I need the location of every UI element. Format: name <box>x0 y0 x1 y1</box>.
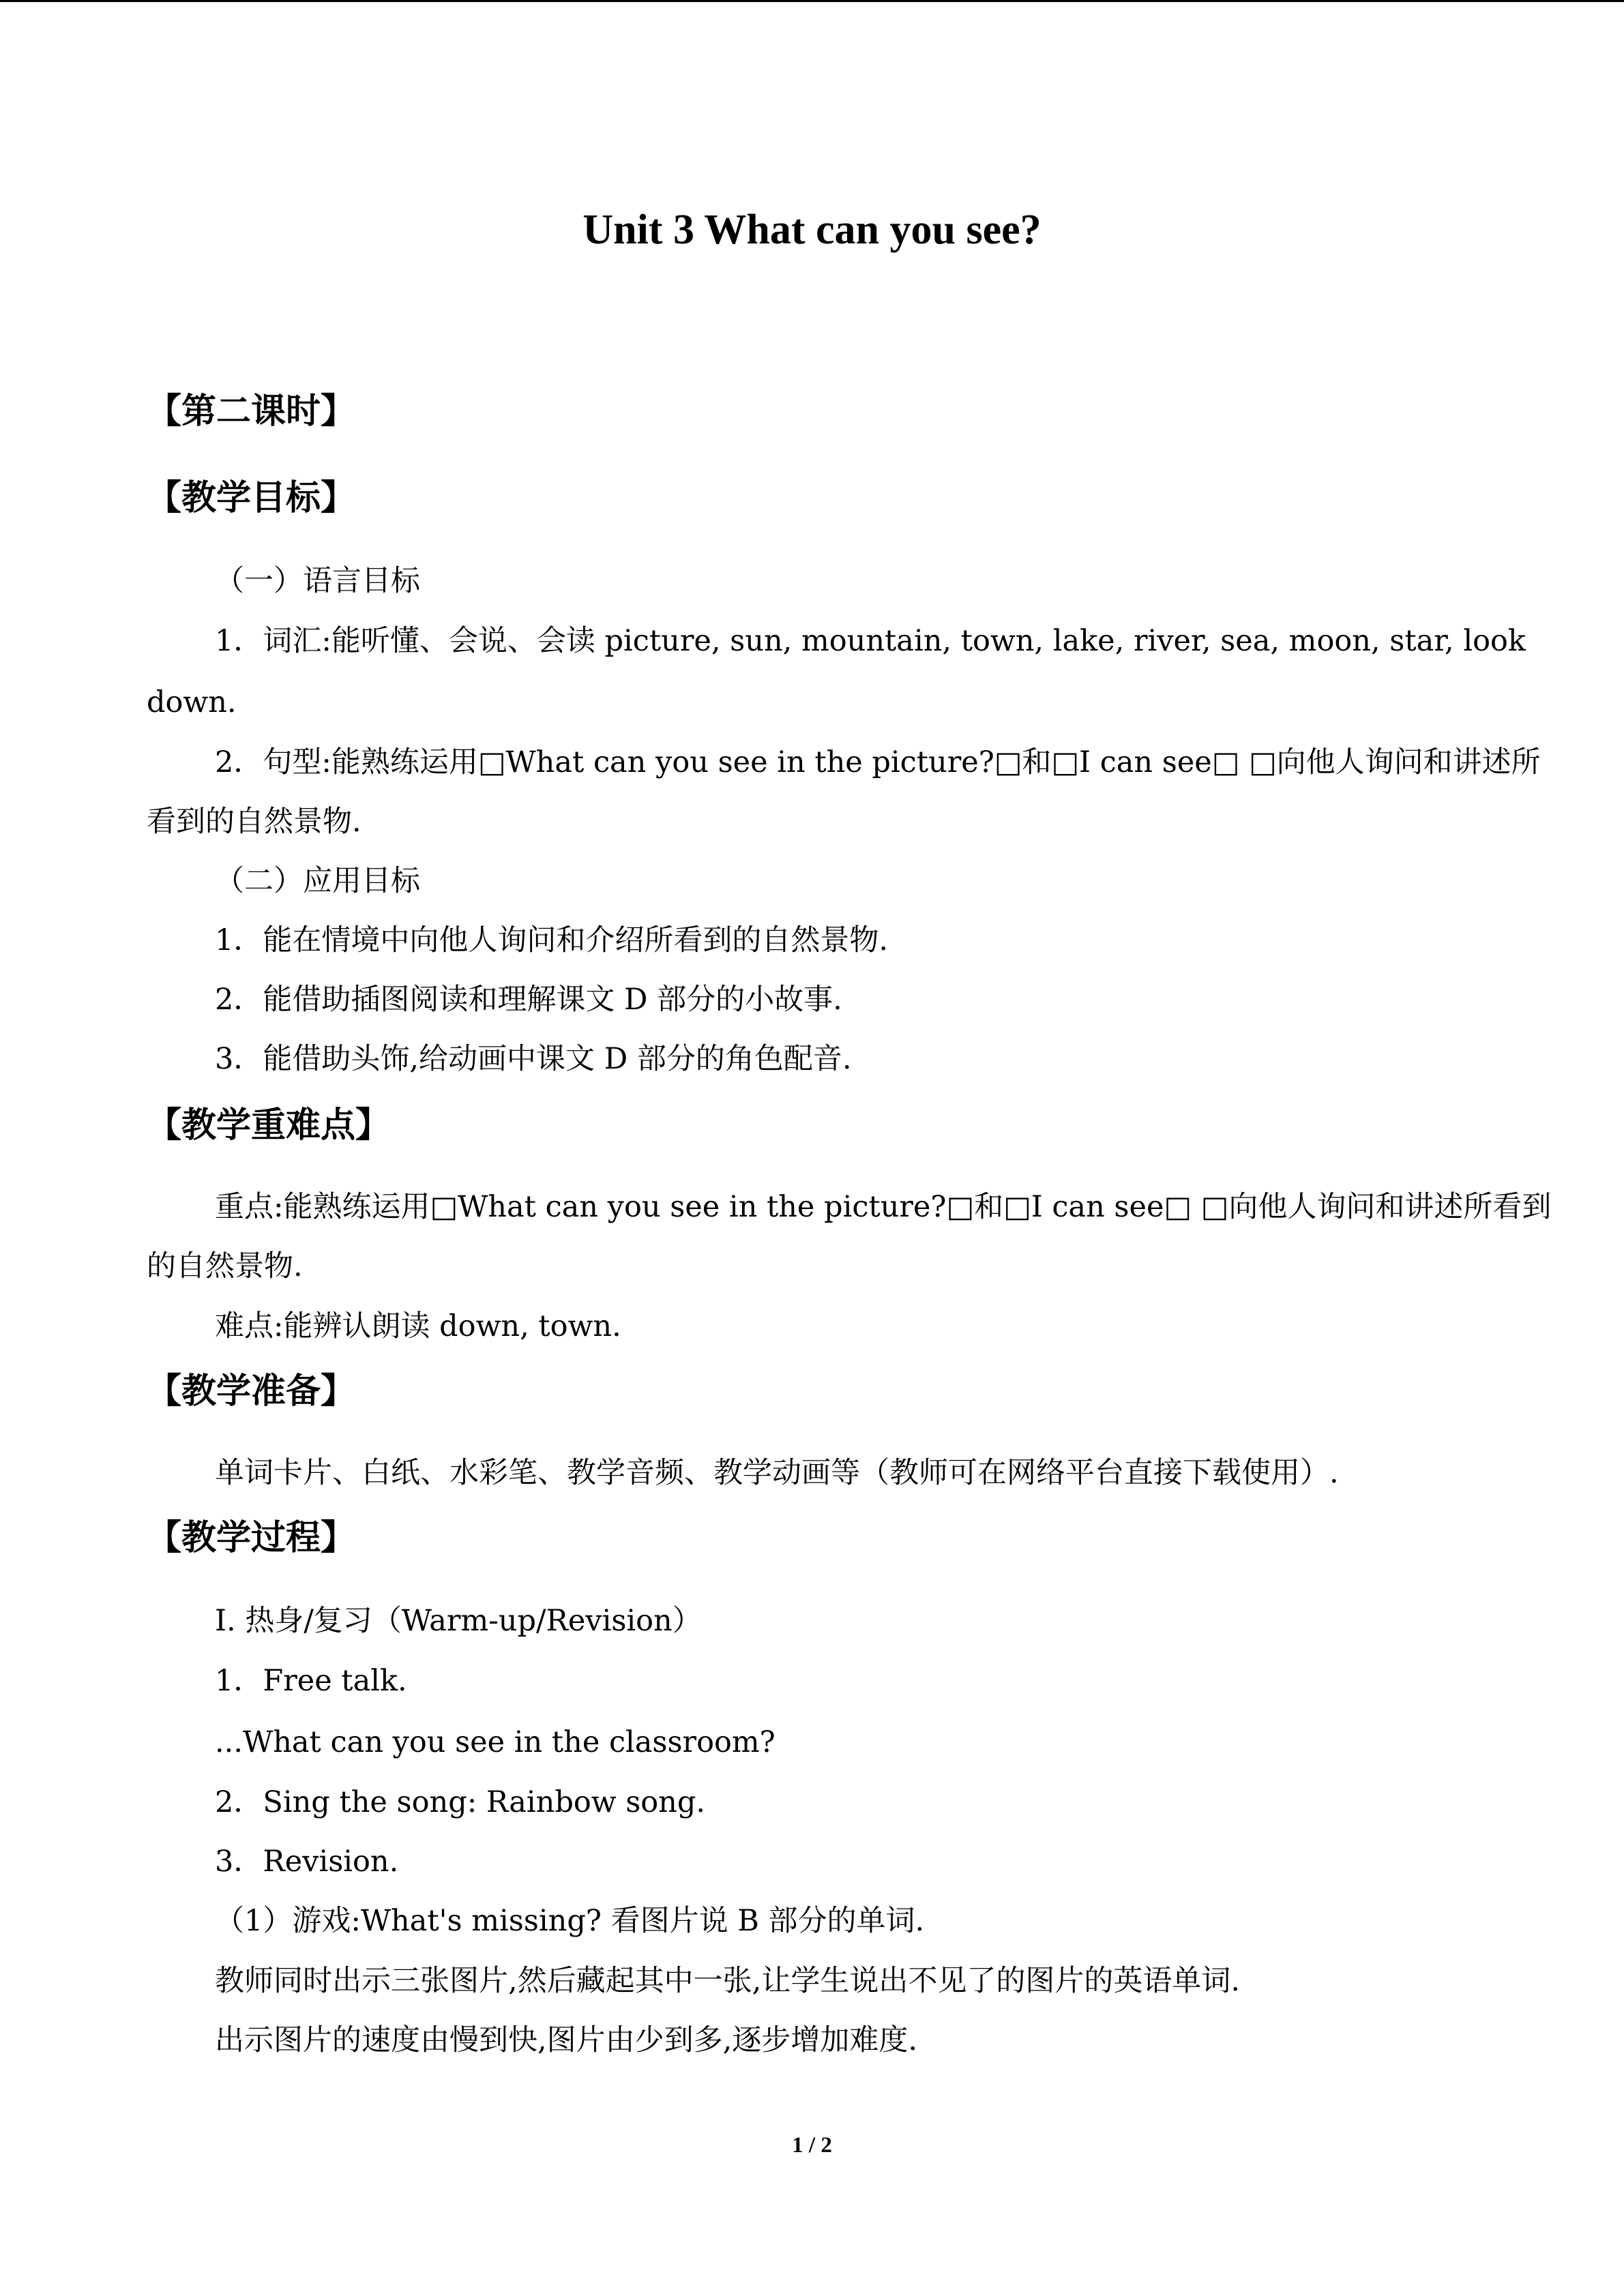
process-game: （1）游戏:What's missing? 看图片说 B 部分的单词. <box>215 1904 925 1938</box>
process-item-free-talk-question: ...What can you see in the classroom? <box>215 1725 776 1759</box>
section-keypoints-heading: 【教学重难点】 <box>147 1105 391 1146</box>
document-title: Unit 3 What can you see? <box>582 207 1042 253</box>
key-point-line1: 重点:能熟练运用□What can you see in the picture?□和□I can see□ □向他人询问和讲述所看到 <box>215 1190 1552 1224</box>
vocabulary-objective-line1: 1．词汇:能听懂、会说、会读 picture, sun, mountain, town, lake, river, sea, moon, star, look <box>215 624 1526 658</box>
application-objective-2: 2．能借助插图阅读和理解课文 D 部分的小故事. <box>215 983 842 1017</box>
process-game-description-1: 教师同时出示三张图片,然后藏起其中一张,让学生说出不见了的图片的英语单词. <box>215 1964 1241 1998</box>
difficult-point: 难点:能辨认朗读 down, town. <box>215 1309 621 1343</box>
key-point-line2: 的自然景物. <box>147 1249 303 1283</box>
application-objective-3: 3．能借助头饰,给动画中课文 D 部分的角色配音. <box>215 1042 852 1076</box>
process-item-free-talk: 1．Free talk. <box>215 1664 407 1698</box>
section-process-heading: 【教学过程】 <box>147 1517 356 1558</box>
process-step-warmup: I. 热身/复习（Warm-up/Revision） <box>215 1604 702 1638</box>
application-objectives-heading: （二）应用目标 <box>215 864 420 898</box>
page-number: 1 / 2 <box>792 2133 832 2158</box>
sentence-pattern-objective-line2: 看到的自然景物. <box>147 805 361 839</box>
vocabulary-objective-line2: down. <box>147 685 237 719</box>
preparation-text: 单词卡片、白纸、水彩笔、教学音频、教学动画等（教师可在网络平台直接下载使用）. <box>215 1456 1339 1490</box>
section-preparation-heading: 【教学准备】 <box>147 1371 356 1412</box>
language-objectives-heading: （一）语言目标 <box>215 564 420 598</box>
application-objective-1: 1．能在情境中向他人询问和介绍所看到的自然景物. <box>215 923 889 957</box>
process-game-description-2: 出示图片的速度由慢到快,图片由少到多,逐步增加难度. <box>215 2023 918 2057</box>
top-border-line <box>0 0 1624 2</box>
process-item-song: 2．Sing the song: Rainbow song. <box>215 1785 706 1819</box>
section-objectives-heading: 【教学目标】 <box>147 477 356 518</box>
section-lesson-heading: 【第二课时】 <box>147 391 356 432</box>
sentence-pattern-objective-line1: 2．句型:能熟练运用□What can you see in the picture?□和□I can see□ □向他人询问和讲述所 <box>215 745 1541 779</box>
process-item-revision: 3．Revision. <box>215 1845 399 1879</box>
